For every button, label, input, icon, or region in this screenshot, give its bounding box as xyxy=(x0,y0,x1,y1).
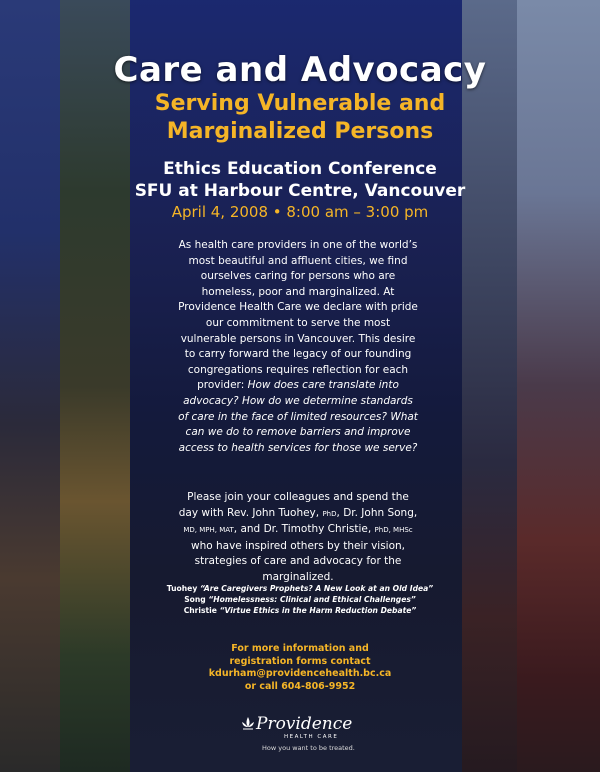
talk-speaker: Song xyxy=(184,595,206,604)
intro-questions: How does care translate into advocacy? How do we determine standards of care in the face of limited resources? What can we do to remove barriers and improve access to health services for those we serve? xyxy=(178,379,418,454)
talk-speaker: Tuohey xyxy=(166,584,198,593)
subtitle-line-1: Serving Vulnerable and xyxy=(154,91,446,116)
invitation-text-2: , Dr. John Song, xyxy=(336,506,418,519)
logo-tagline: How you want to be treated. xyxy=(262,744,355,752)
talk-list xyxy=(150,583,450,616)
lotus-icon xyxy=(240,715,256,731)
conference-heading xyxy=(0,158,600,202)
logo-subtitle: HEALTH CARE xyxy=(284,734,339,740)
poster-subtitle xyxy=(0,90,600,146)
providence-logo xyxy=(240,712,370,754)
credential-song: MD, MPH, MAT xyxy=(183,526,234,535)
talk-title: “Homelessness: Clinical and Ethical Challenges” xyxy=(208,595,416,604)
talk-title: “Are Caregivers Prophets? A New Look at an Old Idea” xyxy=(199,584,434,593)
invitation-paragraph xyxy=(178,490,418,586)
talk-speaker: Christie xyxy=(183,606,217,615)
invitation-text-4: who have inspired others by their vision, strategies of care and advocacy for the marginalized. xyxy=(190,539,405,583)
talk-item xyxy=(150,594,450,605)
talk-item xyxy=(150,583,450,594)
intro-text: As health care providers in one of the world’s most beautiful and affluent cities, we find ourselves caring for persons who are homeless, poor and marginalized. At Providence Health Care we declare with pride our commitment to serve the most vulnerable persons in Vancouver. This desire to carry forward the legacy of our founding congregations requires reflection for each provider: xyxy=(178,239,418,392)
contact-phone: or call 604-806-9952 xyxy=(244,680,356,692)
conference-date: April 4, 2008 • 8:00 am – 3:00 pm xyxy=(171,203,429,221)
invitation-text-3: , and Dr. Timothy Christie, xyxy=(233,523,375,536)
logo-wordmark: Providence xyxy=(256,714,353,734)
contact-email-link[interactable]: kdurham@providencehealth.bc.ca xyxy=(208,668,392,679)
conference-venue: SFU at Harbour Centre, Vancouver xyxy=(134,181,466,201)
contact-line-1: For more information and xyxy=(231,643,369,654)
credential-tuohey: PhD xyxy=(322,509,337,518)
talk-title: “Virtue Ethics in the Harm Reduction Debate” xyxy=(219,606,417,615)
conference-name: Ethics Education Conference xyxy=(163,159,437,179)
contact-info xyxy=(0,643,600,693)
credential-christie: PhD, MHSc xyxy=(374,526,413,535)
talk-item xyxy=(150,605,450,616)
subtitle-line-2: Marginalized Persons xyxy=(166,119,434,144)
poster-title: Care and Advocacy xyxy=(113,50,487,90)
contact-line-2: registration forms contact xyxy=(229,655,371,667)
intro-paragraph xyxy=(178,238,418,456)
invitation-text-1: Please join your colleagues and spend the day with Rev. John Tuohey, xyxy=(178,491,409,519)
